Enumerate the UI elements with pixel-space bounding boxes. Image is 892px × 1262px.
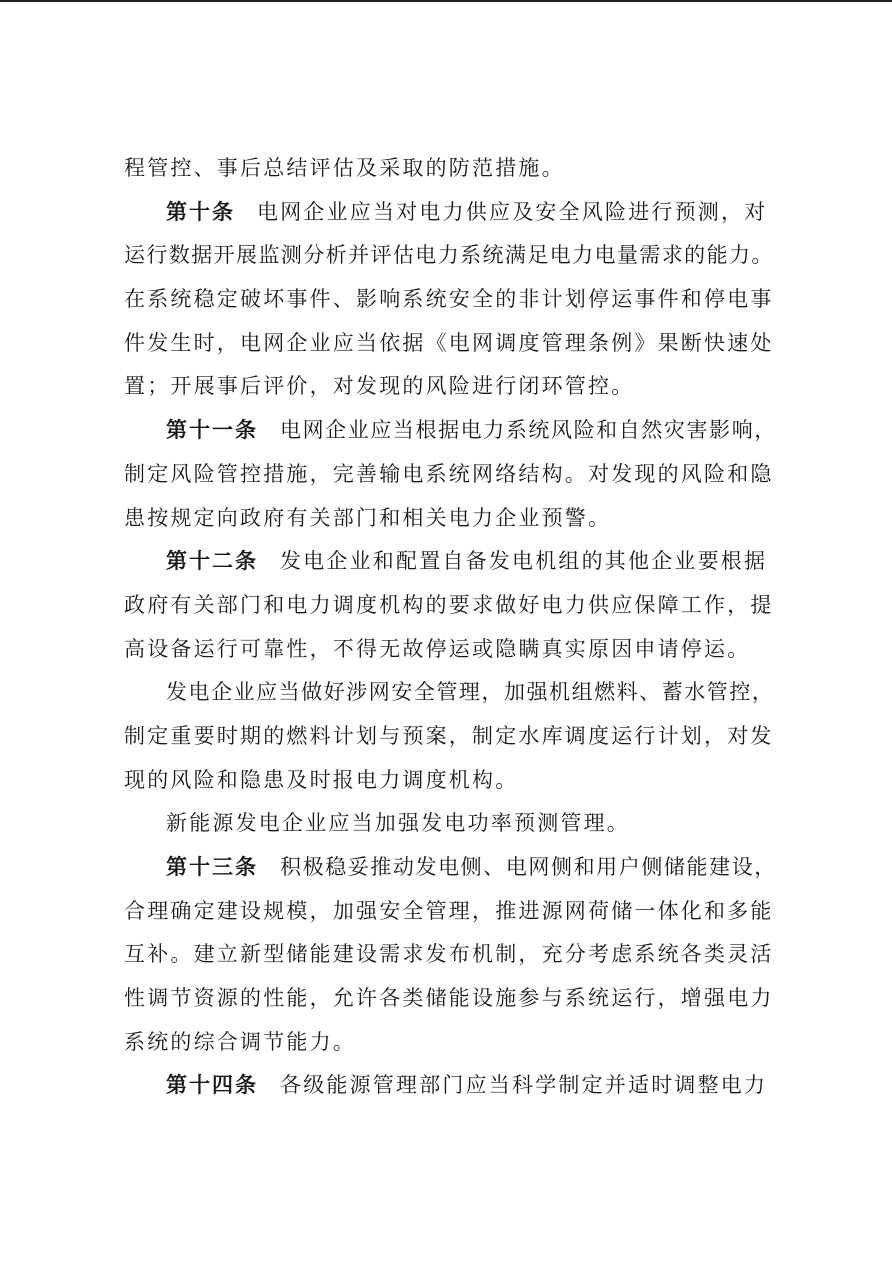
line-text: 在系统稳定破坏事件、影响系统安全的非计划停运事件和停电事 xyxy=(124,287,774,312)
line-text: 新能源发电企业应当加强发电功率预测管理。 xyxy=(166,811,630,836)
line-text: 患按规定向政府有关部门和相关电力企业预警。 xyxy=(124,505,612,530)
text-line xyxy=(124,147,774,191)
text-line xyxy=(124,278,774,322)
line-text: 发电企业应当做好涉网安全管理，加强机组燃料、蓄水管控， xyxy=(166,680,775,705)
text-line xyxy=(124,890,774,934)
text-line xyxy=(124,453,774,497)
text-line xyxy=(124,409,777,453)
line-text: 电网企业应当根据电力系统风险和自然灾害影响， xyxy=(280,418,777,443)
text-line xyxy=(124,802,774,846)
text-line xyxy=(124,584,774,628)
line-text: 制定重要时期的燃料计划与预案，制定水库调度运行计划，对发 xyxy=(124,723,774,748)
text-line xyxy=(124,322,774,366)
text-line xyxy=(124,1021,774,1065)
line-text: 运行数据开展监测分析并评估电力系统满足电力电量需求的能力。 xyxy=(124,243,774,268)
text-line xyxy=(124,933,774,977)
text-line xyxy=(124,234,774,278)
line-text: 电网企业应当对电力供应及安全风险进行预测，对 xyxy=(257,199,768,224)
line-text: 件发生时，电网企业应当依据《电网调度管理条例》果断快速处 xyxy=(124,330,774,355)
line-text: 系统的综合调节能力。 xyxy=(124,1029,356,1054)
article-heading: 第十条 xyxy=(166,199,235,224)
page-top-border xyxy=(0,0,892,2)
document-body xyxy=(124,147,777,1108)
line-text: 互补。建立新型储能建设需求发布机制，充分考虑系统各类灵活 xyxy=(124,942,774,967)
article-heading: 第十二条 xyxy=(166,549,258,574)
line-text: 置；开展事后评价，对发现的风险进行闭环管控。 xyxy=(124,374,635,399)
text-line xyxy=(124,365,774,409)
line-text: 各级能源管理部门应当科学制定并适时调整电力 xyxy=(280,1073,768,1098)
text-line xyxy=(124,540,774,584)
line-text: 发电企业和配置自备发电机组的其他企业要根据 xyxy=(280,549,768,574)
text-line xyxy=(124,977,774,1021)
text-line xyxy=(124,715,774,759)
article-heading: 第十三条 xyxy=(166,855,258,879)
article-heading: 第十一条 xyxy=(166,418,258,443)
line-text: 程管控、事后总结评估及采取的防范措施。 xyxy=(124,156,565,180)
line-text: 积极稳妥推动发电侧、电网侧和用户侧储能建设， xyxy=(280,855,777,879)
line-text: 制定风险管控措施，完善输电系统网络结构。对发现的风险和隐 xyxy=(124,461,774,486)
text-line xyxy=(124,1064,774,1108)
text-line xyxy=(124,671,774,715)
text-line xyxy=(124,846,777,890)
text-line xyxy=(124,759,774,803)
document-page xyxy=(124,147,777,1108)
line-text: 性调节资源的性能，允许各类储能设施参与系统运行，增强电力 xyxy=(124,986,774,1011)
line-text: 合理确定建设规模，加强安全管理，推进源网荷储一体化和多能 xyxy=(124,898,774,923)
article-heading: 第十四条 xyxy=(166,1073,258,1098)
text-line xyxy=(124,628,774,672)
text-line xyxy=(124,497,774,541)
line-text: 现的风险和隐患及时报电力调度机构。 xyxy=(124,767,519,792)
line-text: 高设备运行可靠性，不得无故停运或隐瞒真实原因申请停运。 xyxy=(124,636,751,661)
line-text: 政府有关部门和电力调度机构的要求做好电力供应保障工作，提 xyxy=(124,592,774,617)
text-line xyxy=(124,191,774,235)
